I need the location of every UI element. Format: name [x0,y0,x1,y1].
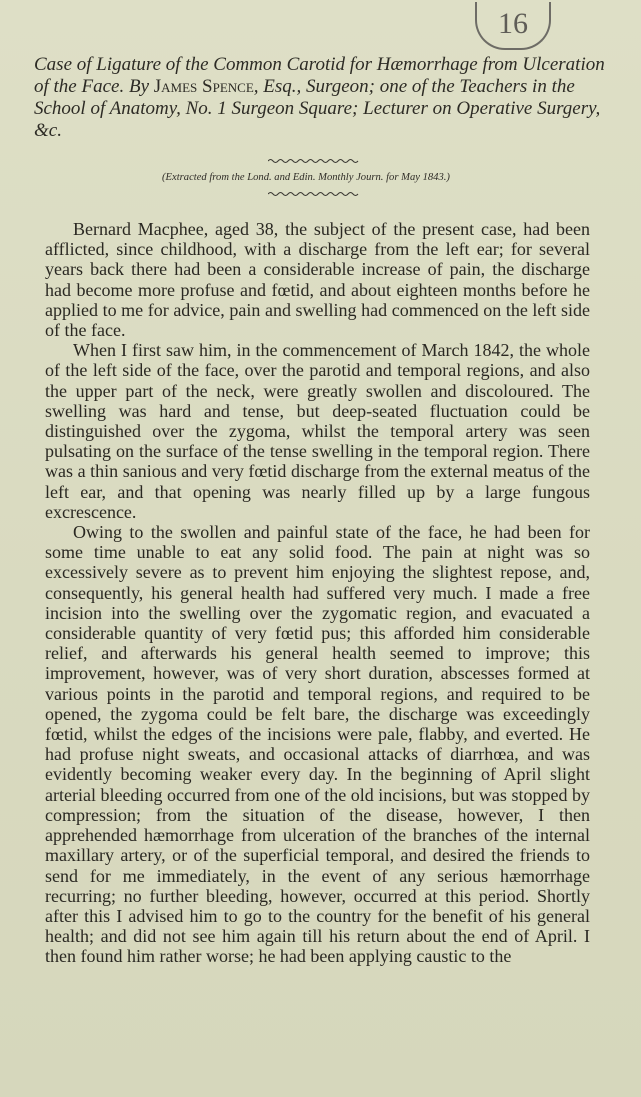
wavy-rule-bottom [268,191,360,197]
article-body [45,219,590,967]
wavy-rule-top [268,158,360,164]
page-number-stamp [475,2,551,50]
article-title [34,54,624,142]
paragraph: Bernard Macphee, aged 38, the subject of the present case, had been afflicted, since childhood, with a discharge from the left ear; for several years back there had been a considerable increase of pain, the discharge had become more profuse and fœtid, and about eighteen months before he applied to me for advice, pain and swelling had commenced on the left side of the face. [45,219,590,341]
title-part-1: Case of Ligature of the Common Carotid for Hæmorrhage from Ulceration of the Face. By [34,54,605,97]
author-name: James Spence [153,76,254,97]
title-part-2: , Esq., Surgeon; one of the Teachers in the School of Anatomy, No. 1 Surgeon Square; Lecturer on Operative Surgery, &c. [34,76,601,141]
paragraph: When I first saw him, in the commencement of March 1842, the whole of the left side of the face, over the parotid and temporal regions, and also the upper part of the neck, were greatly swollen and discoloured. The swelling was hard and tense, but deep-seated fluctuation could be distinguished over the zygoma, whilst the temporal artery was seen pulsating on the surface of the tense swelling in the temporal region. There was a thin sanious and very fœtid discharge from the external meatus of the left ear, and that opening was nearly filled up by a large fungous excrescence. [45,340,590,522]
page-number: 16 [498,7,528,40]
source-note: (Extracted from the Lond. and Edin. Monthly Journ. for May 1843.) [162,172,450,183]
paragraph: Owing to the swollen and painful state of the face, he had been for some time unable to eat any solid food. The pain at night was so excessively severe as to prevent him enjoying the slightest repose, and, consequently, his general health had suffered very much. I made a free incision into the swelling over the zygomatic region, and evacuated a considerable quantity of very fœtid pus; this afforded him considerable relief, and afterwards his general health seemed to improve; this improvement, however, was of very short duration, abscesses formed at various points in the parotid and temporal regions, and required to be opened, the zygoma could be felt bare, the discharge was exceedingly fœtid, whilst the edges of the incisions were pale, flabby, and everted. He had profuse night sweats, and occasional attacks of diarrhœa, and was evidently becoming weaker every day. In the beginning of April slight arterial bleeding occurred from one of the old incisions, but was stopped by compression; from the situation of the disease, however, I then apprehended hæmorrhage from ulceration of the branches of the internal maxillary artery, or of the superficial temporal, and desired the friends to send for me immediately, in the event of any serious hæmorrhage recurring; no further bleeding, however, occurred at this period. Shortly after this I advised him to go to the country for the benefit of his general health; and did not see him again till his return about the end of April. I then found him rather worse; he had been applying caustic to the [45,522,590,967]
